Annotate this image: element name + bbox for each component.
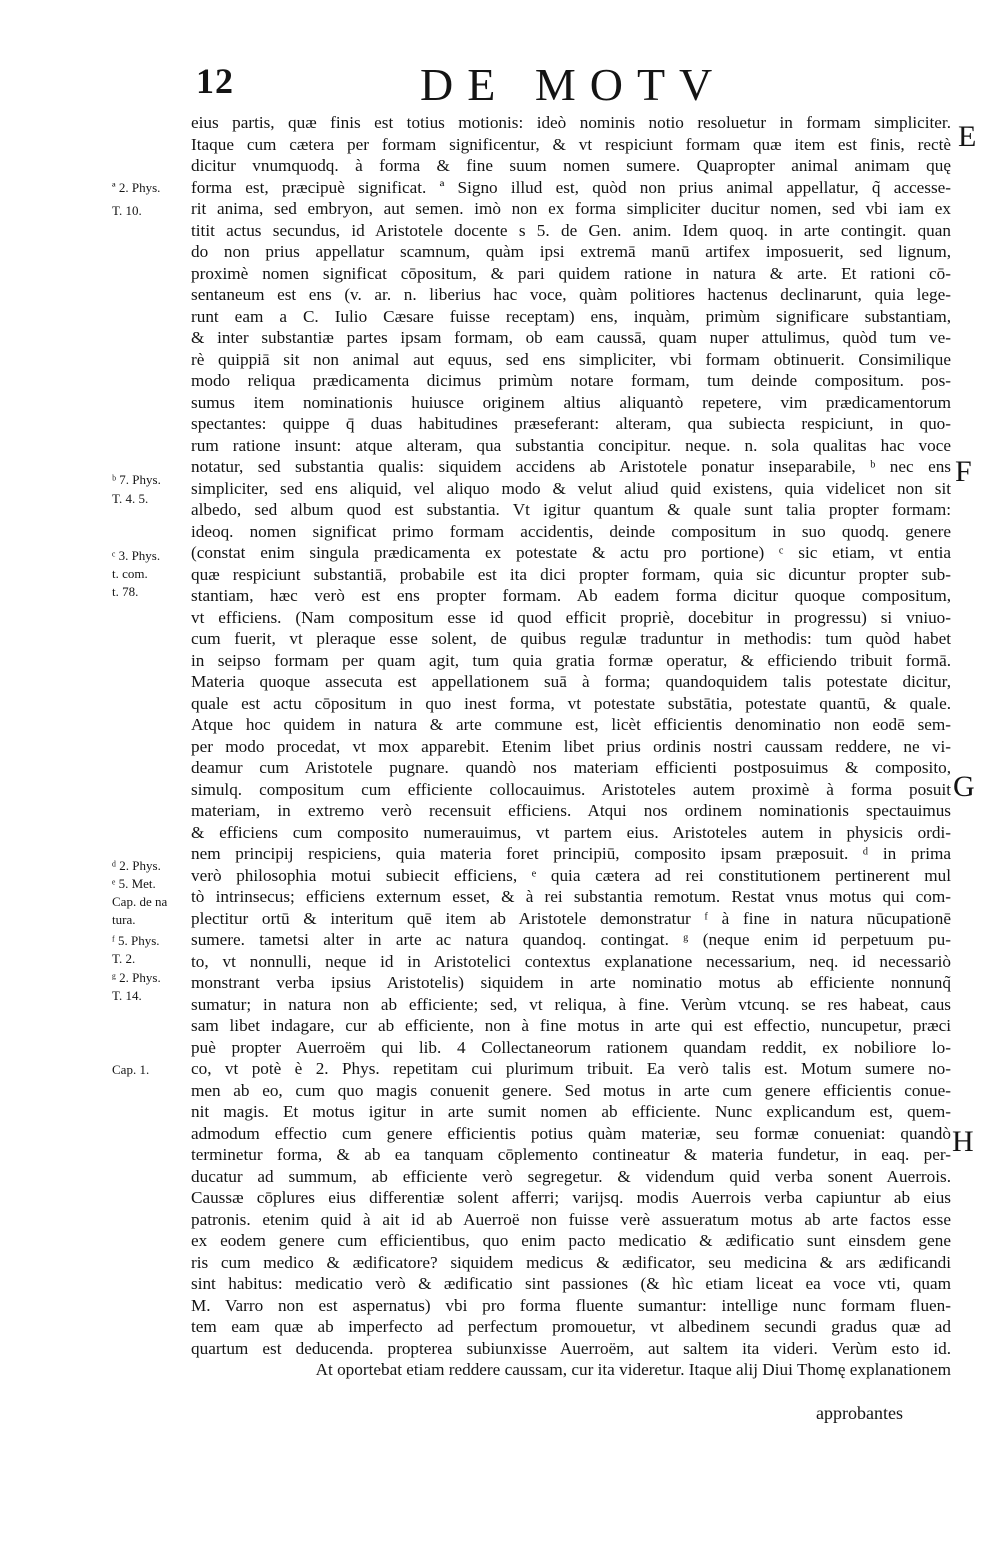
text-line: tem eam quæ ab imperfecto ad perfectum promouetur, vt albedinem secundi gradus quæ ad [191,1317,951,1336]
margin-note: T. 4. 5. [112,491,149,506]
text-line: Materia quoque assecuta est appellationem suā à forma; quandoquidem talis potestate dicitur, [191,672,951,691]
text-line: ideoq. nomen significat primo formam accidentis, deinde compositum in suo quodq. genere [191,521,951,541]
text-line: albedo, sed album quod est substantia. Vt igitur quantum & quale sunt talia propter formam: [191,500,951,519]
text-line: deamur cum Aristotele pugnare. quandò nos materiam efficienti postposuimus & composito, [191,758,951,777]
text-line: cum fuerit, vt pleraque esse solent, de quibus regulæ traduntur in methodis: tum quòd habet [191,629,951,648]
text-line: sam libet indagare, cur ab efficiente, non à fine motus in arte qui est effectio, nuncupetur, præci [191,1016,951,1035]
margin-note: Cap. de na [112,894,168,909]
text-line: titit actus secundus, id Aristotele docente s 5. de Gen. anim. Idem quoq. in arte contingit. quan [191,220,951,240]
text-line: runt eam a C. Iulio Cæsare fuisse receptam) ens, inquàm, primùm significare substantiam, [191,306,951,326]
text-line: simulq. compositum cum efficiente collocauimus. Aristoteles autem proximè à forma posuit [191,779,951,799]
text-line: puè propter Auerroëm qui lib. 4 Collectaneorum rationem quandam reddit, ex nobiliore lo- [191,1037,951,1057]
text-line: patronis. etenim quid à ait id ab Auerroë non fuisse verè assueratum motus ab arte factos esse [191,1209,951,1229]
running-head: DE MOTV [420,59,727,110]
text-line: quale est actu cōpositum in quo inest forma, vt potestate substātia, potestate quantū, & quale. [191,693,951,713]
text-line: M. Varro non est aspernatus) vbi pro forma fluente sumantur: intellige nunc formam fluen- [191,1295,951,1315]
text-line: spectantes: quippe q̄ duas habitudines præseferant: alteram, qua subiecta respiciunt, in quo- [191,414,951,433]
text-line: co, vt potè è 2. Phys. repetitam cui plurimum tribuit. Ea verò talis est. Motum sumere no- [191,1059,951,1078]
text-line: admodum effectio cum genere efficientis potius quàm materiæ, seu formæ conueniat: quandò [191,1123,951,1143]
text-line: sentaneum est ens (v. ar. n. liberius hac voce, quàm politiores hactenus declinarunt, quia lege- [191,285,951,304]
text-line: terminetur forma, & ab ea tanquam cōplemento contineatur & materia fundetur, in eaq. per- [191,1145,951,1164]
text-line: Caussæ cōplures eius differentiæ solent afferri; varijsq. modis Auerrois verba capiuntur ab eius [191,1188,951,1207]
text-line: & efficiens cum composito numerauimus, vt partem eius. Aristoteles autem in physicis ordi- [191,822,951,842]
margin-note: t. 78. [112,584,139,599]
text-line: rè quippiā sit non animal aut equus, sed ens simpliciter, vbi formam obtinuerit. Consimilique [191,349,951,369]
text-line: & inter substantiæ partes ipsam formam, ob eam caussā, quam nuper attulimus, quòd tum ve- [191,328,951,347]
text-line: rum ratione insunt: atque alteram, qua substantia concipitur. neque. n. sola qualitas hac voce [191,435,951,455]
text-line: stantiam, hæc verò est ens propter formam. Ab eadem forma dicitur quoque compositum, [191,586,951,605]
text-line: At oportebat etiam reddere caussam, cur ita videretur. Itaque alij Diui Thomę explanationem [315,1360,951,1379]
text-line: sumatur; in natura non ab efficiente; sed, vt reliqua, à fine. Verùm vtcunq. se res habeat, caus [191,994,951,1014]
text-line: Itaque cum cætera per formam significentur, & vt respiciunt formam quæ item est finis, rectè [191,134,951,154]
text-line: nem principij respiciens, quia materia foret principiū, composito ipsam præposuit. ᵈ in prima [191,844,951,863]
text-line: materiam, in extremo verò recensuit efficiens. Atqui nos ordinem nominationis spectauimus [191,801,951,820]
signature-mark-h: H [952,1125,974,1158]
text-line: quæ respiciunt substantiā, probabile est ita dici propter formam, quia sic dicuntur propter sub- [191,564,951,584]
text-line: ducatur ad summum, ab efficiente verò segregetur. & videndum quid verba sonent Auerrois. [191,1166,951,1186]
page-number: 12 [196,61,234,101]
text-line: dicitur vnumquodq. à forma & fine suum nomen sumere. Quapropter animal animam quę [191,156,951,175]
margin-note: ᵇ 7. Phys. [112,472,161,487]
margin-note: ᵈ 2. Phys. [112,858,161,873]
text-line: simpliciter, sed ens aliquid, vel aliquo modo & velut aliud quid existens, quia videlicet non sit [191,478,951,498]
margin-note: tura. [112,912,136,927]
text-line: plectitur ortū & interitum quē item ab Aristotele demonstratur ᶠ à fine in natura nūcupationē [191,908,951,928]
text-line: do non prius appellatur scamnum, quàm ipsi extremā manū artifex imposuerit, sed lignum, [191,242,951,261]
body-text [191,112,951,1381]
text-line: per modo procedat, vt mox apparebit. Etenim libet prius ordinis nostri caussam reddere, ne vi- [191,736,951,756]
text-line: modo reliqua prædicamenta dicimus primùm notare formam, tum deinde compositum. pos- [191,371,951,390]
text-line: rit anima, sed embryon, aut semen. imò non ex forma simpliciter ducitur nomen, sed vbi iam ex [191,199,951,218]
text-line: vt efficiens. (Nam compositum esse id quod efficit propriè, docebitur in progressu) si vniuo- [191,607,951,627]
margin-note: T. 10. [112,203,142,218]
text-line: eius partis, quæ finis est totius motionis: ideò nominis notio resoluetur in formam simpliciter. [191,113,951,132]
margin-note: T. 14. [112,988,142,1003]
text-line: in seipso formam per quam agit, tum quia gratia formæ operatur, & efficiendo tribuit formā. [191,650,951,670]
margin-note: T. 2. [112,951,136,966]
margin-note: ᶠ 5. Phys. [112,933,160,948]
text-line: tò intrinsecus; efficiens externum esset, & à rei substantia remotum. Restat vnus motus qui com- [191,887,951,906]
text-line: to, vt nonnulli, neque id in Aristotelici contextus explanatione necessarium, neq. id necessariò [191,951,951,971]
text-line: Atque hoc quidem in natura & arte commune est, licèt efficientis denominatio non eodē sem- [191,715,951,734]
text-line: verò philosophia motui subiecit efficiens, ᵉ quia cætera ad rei constitutionem pertinerent mul [191,865,951,885]
text-line: (constat enim singula prædicamenta ex potestate & actu pro portione) ᶜ sic etiam, vt entia [191,543,951,562]
signature-mark-e: E [958,120,977,153]
text-line: monstrant verba ipsius Aristotelis) siquidem in arte nominatio motus ab efficiente nonnunq̃ [191,973,951,992]
text-line: ris cum medico & ædificatore? siquidem medicus & ædificator, seu medicina & ars ædificandi [191,1252,951,1272]
text-line: forma est, præcipuè significat. ª Signo illud est, quòd non prius animal appellatur, q̃ accesse- [191,177,951,197]
text-line: men ab eo, cum quo magis conuenit genere. Sed motus in arte cum genere efficientis conue- [191,1080,951,1100]
text-line: notatur, sed substantia qualis: siquidem accidens ab Aristotele ponatur inseparabile, ᵇ nec ens [191,457,951,476]
margin-note: ᶜ 3. Phys. [112,548,161,563]
text-line: proximè nomen significat cōpositum, & pari quidem ratione in natura & arte. Et rationi cō- [191,263,951,283]
catchword: approbantes [816,1403,903,1423]
margin-note: ᵉ 5. Met. [112,876,156,891]
text-line: nit magis. Et motus igitur in arte sumit nomen ab efficiente. Nunc explicandum est, quem- [191,1102,951,1121]
margin-note: ª 2. Phys. [112,180,161,195]
text-line: quartum est deducenda. propterea subiunxisse Auerroëm, aut saltem ita videri. Verùm esto id. [191,1338,951,1358]
text-line: sumus item nominationis huiusce originem altius aliquantò repetere, vim prædicamentorum [191,392,951,412]
signature-mark-f: F [955,455,972,488]
margin-note: t. com. [112,566,148,581]
margin-note: ᵍ 2. Phys. [112,970,161,985]
text-line: sint habitus: medicatio verò & ædificatio sint passiones (& hìc etiam liceat ea voce vti, quam [191,1274,951,1293]
text-line: ex eodem genere cum efficientibus, quo enim pacto medicatio & ædificatio sunt einsdem gene [191,1231,951,1250]
signature-mark-g: G [953,770,975,803]
text-line: sumere. tametsi alter in arte ac natura quandoq. contingat. ᵍ (neque enim id perpetuum pu- [191,930,951,949]
margin-note: Cap. 1. [112,1062,150,1077]
